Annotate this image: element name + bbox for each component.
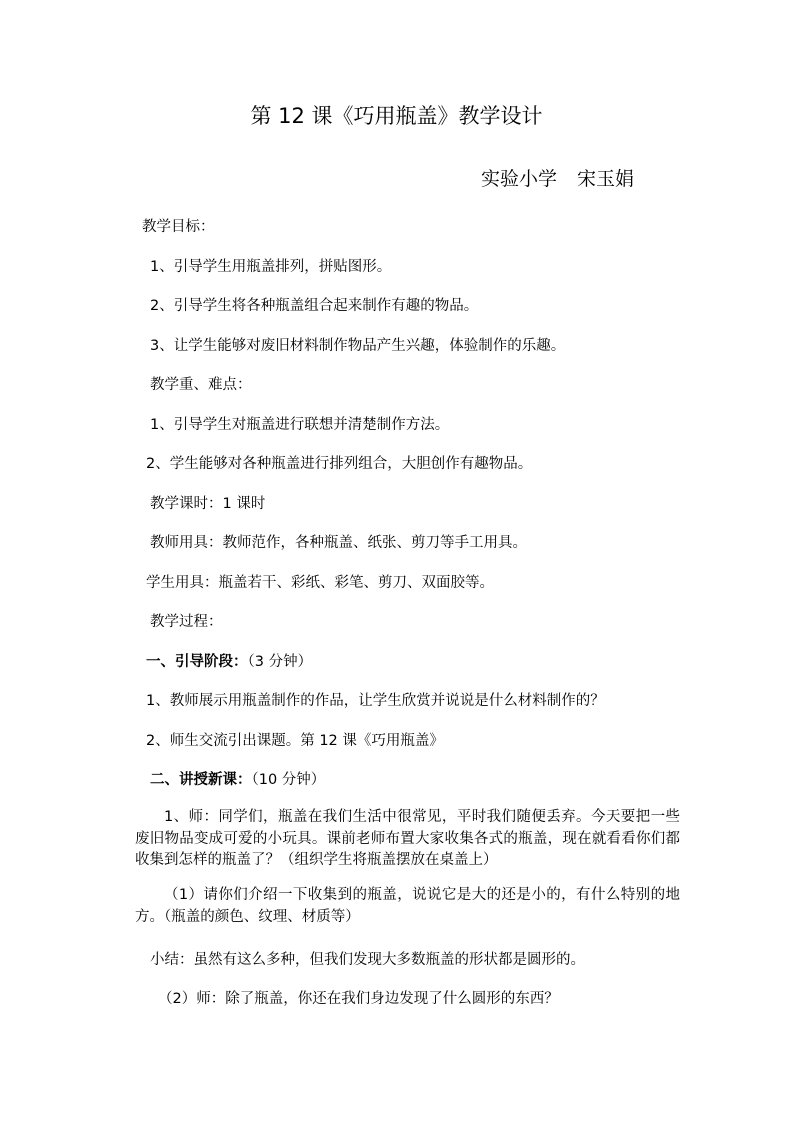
stage1-time: （3 分钟） [247,654,313,670]
objective-item: 1、引导学生用瓶盖排列，拼贴图形。 [150,259,392,275]
stage2-time: （10 分钟） [251,772,326,788]
stage1-item: 1、教师展示用瓶盖制作的作品，让学生欣赏并说说是什么材料制作的？ [146,693,605,709]
objective-item: 3、让学生能够对废旧材料制作物品产生兴趣，体验制作的乐趣。 [150,338,566,354]
key-points-heading: 教学重、难点： [150,377,252,393]
lesson-hours: 教学课时：1 课时 [150,496,266,512]
stage2-paragraph: （2）师：除了瓶盖，你还在我们身边发现了什么圆形的东西？ [158,991,559,1007]
objectives-heading: 教学目标： [142,219,215,235]
teacher-tools: 教师用具：教师范作，各种瓶盖、纸张、剪刀等手工用具。 [150,535,527,551]
key-point-item: 1、引导学生对瓶盖进行联想并清楚制作方法。 [150,417,450,433]
author-line [481,167,634,191]
objective-item: 2、引导学生将各种瓶盖组合起来制作有趣的物品。 [150,298,479,314]
stage1-heading-line [146,653,312,671]
process-heading: 教学过程： [150,614,223,630]
stage2-heading: 二、讲授新课： [150,772,252,788]
key-point-item: 2、学生能够对各种瓶盖进行排列组合，大胆创作有趣物品。 [146,456,533,472]
stage2-summary: 小结：虽然有这么多种，但我们发现大多数瓶盖的形状都是圆形的。 [150,952,585,968]
stage2-paragraph: 1、师：同学们，瓶盖在我们生活中很常见，平时我们随便丢弃。今天要把一些废旧物品变成可爱的小玩具。课前老师布置大家收集各式的瓶盖，现在就看看你们都收集到怎样的瓶盖了？（组织学生将瓶盖摆放在桌盖上） [135,809,680,868]
stage2-heading-line [150,771,325,789]
author-school: 实验小学 [481,168,558,190]
stage1-item: 2、师生交流引出课题。第 12 课《巧用瓶盖》 [146,733,444,749]
stage1-heading: 一、引导阶段： [146,654,248,670]
stage2-paragraph: （1）请你们介绍一下收集到的瓶盖，说说它是大的还是小的，有什么特别的地方。（瓶盖的颜色、纹理、材质等） [135,887,680,925]
author-name: 宋玉娟 [577,168,635,190]
document-title: 第 12 课《巧用瓶盖》教学设计 [250,104,543,128]
student-tools: 学生用具：瓶盖若干、彩纸、彩笔、剪刀、双面胶等。 [146,575,494,591]
